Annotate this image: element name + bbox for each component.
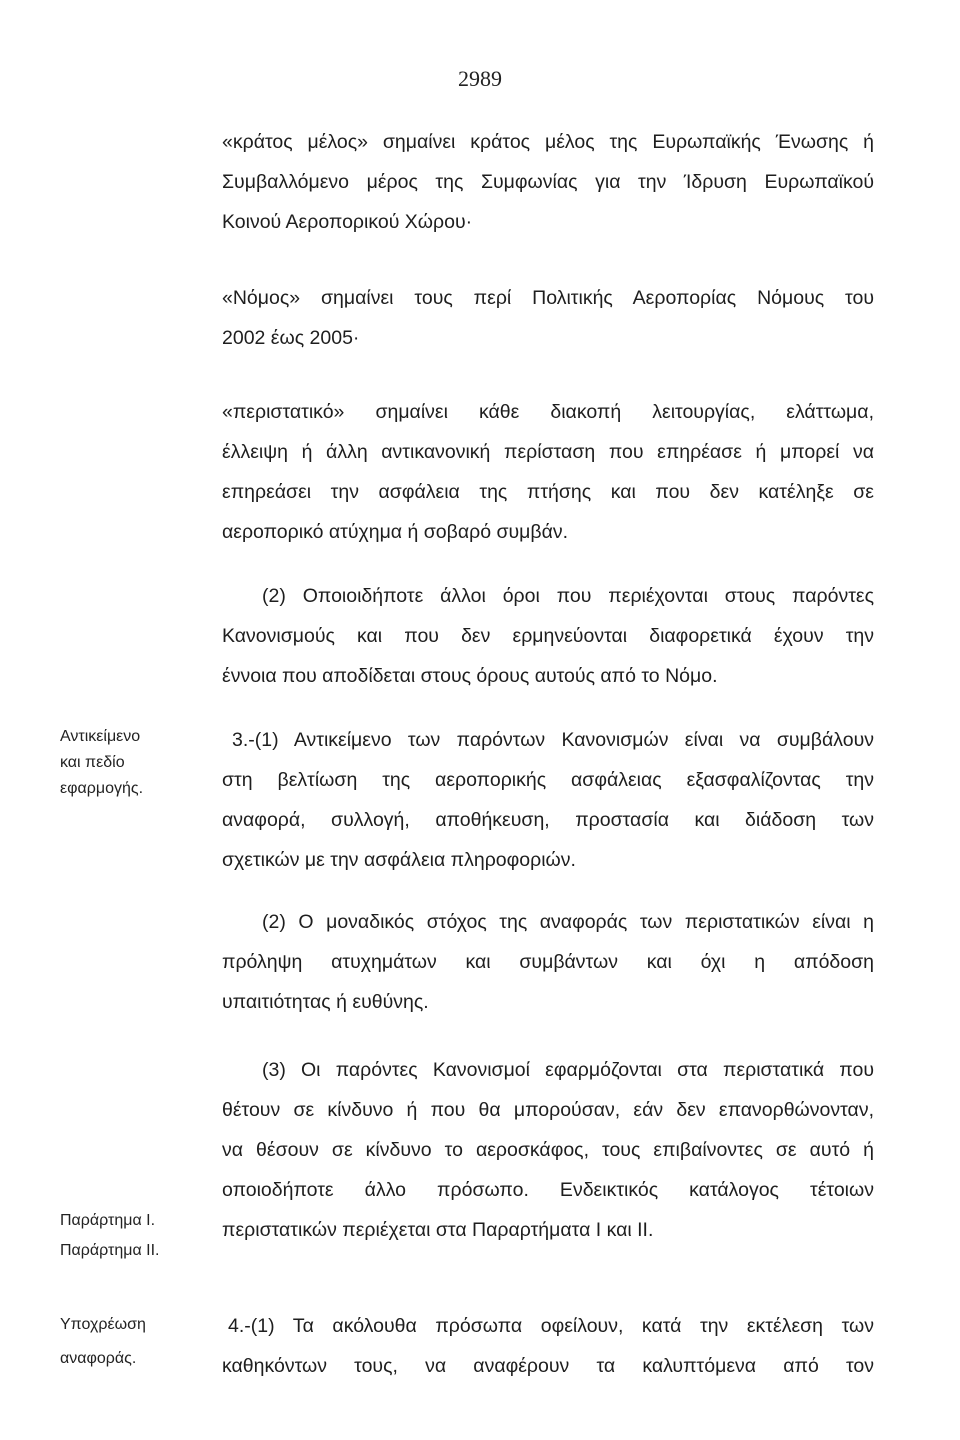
clause-3-1-objective (222, 720, 874, 880)
text-line: υπαιτιότητας ή ευθύνης. (222, 991, 429, 1013)
clause-3-3-application (222, 1050, 874, 1250)
text-line: 4.-(1) Τα ακόλουθα πρόσωπα οφείλουν, κατά την εκτέλεση των (228, 1315, 874, 1337)
text-line: «Νόμος» σημαίνει τους περί Πολιτικής Αεροπορίας Νόμους του (222, 287, 874, 309)
text-line: αεροπορικό ατύχημα ή σοβαρό συμβάν. (222, 521, 569, 543)
text-line: «περιστατικό» σημαίνει κάθε διακοπή λειτουργίας, ελάττωμα, (222, 401, 874, 423)
margin-note-line: Αντικείμενο (60, 728, 141, 745)
definition-law (222, 278, 874, 358)
text-line: στη βελτίωση της αεροπορικής ασφάλειας εξασφαλίζοντας την (222, 769, 874, 791)
text-line: έλλειψη ή άλλη αντικανονική περίσταση που επηρέασε ή μπορεί να (222, 441, 874, 463)
margin-note-line: Παράρτημα I. (60, 1212, 156, 1229)
text-line: Κοινού Αεροπορικού Χώρου· (222, 211, 473, 233)
text-line: Συμβαλλόμενο μέρος της Συμφωνίας για την Ίδρυση Ευρωπαϊκού (222, 171, 874, 193)
margin-note-reporting-obligation (60, 1308, 190, 1376)
margin-note-scope (60, 724, 190, 802)
definition-occurrence (222, 392, 874, 552)
text-line: 3.-(1) Αντικείμενο των παρόντων Κανονισμών είναι να συμβάλουν (232, 729, 874, 751)
text-line: να θέσουν σε κίνδυνο το αεροσκάφος, τους επιβαίνοντες σε αυτό ή (222, 1139, 874, 1161)
margin-note-line: Υποχρέωση (60, 1316, 146, 1333)
clause-3-2-sole-objective (222, 902, 874, 1022)
text-line: περιστατικών περιέχεται στα Παραρτήματα I και II. (222, 1219, 654, 1241)
clause-2-1-other-terms (222, 576, 874, 696)
margin-note-line: και πεδίο (60, 754, 125, 771)
text-line: επηρεάσει την ασφάλεια της πτήσης και που δεν κατέληξε σε (222, 481, 874, 503)
margin-note-line: Παράρτημα II. (60, 1242, 160, 1259)
text-line: οποιοδήποτε άλλο πρόσωπο. Ενδεικτικός κατάλογος τέτοιων (222, 1179, 874, 1201)
text-line: αναφορά, συλλογή, αποθήκευση, προστασία και διάδοση των (222, 809, 874, 831)
text-line: Κανονισμούς και που δεν ερμηνεύονται διαφορετικά έχουν την (222, 625, 874, 647)
definition-member-state (222, 122, 874, 242)
text-line: (2) Ο μοναδικός στόχος της αναφοράς των περιστατικών είναι η (262, 911, 874, 933)
margin-note-line: εφαρμογής. (60, 780, 144, 797)
text-line: πρόληψη ατυχημάτων και συμβάντων και όχι η απόδοση (222, 951, 874, 973)
text-line: (3) Οι παρόντες Κανονισμοί εφαρμόζονται στα περιστατικά που (262, 1059, 874, 1081)
text-line: 2002 έως 2005· (222, 327, 360, 349)
text-line: έννοια που αποδίδεται στους όρους αυτούς από το Νόμο. (222, 665, 718, 687)
margin-note-line: αναφοράς. (60, 1350, 137, 1367)
text-line: θέτουν σε κίνδυνο ή που θα μπορούσαν, εάν δεν επανορθώνονταν, (222, 1099, 874, 1121)
page-number: 2989 (458, 66, 502, 91)
text-line: σχετικών με την ασφάλεια πληροφοριών. (222, 849, 576, 871)
text-line: καθηκόντων τους, να αναφέρουν τα καλυπτόμενα από τον (222, 1355, 874, 1377)
text-line: «κράτος μέλος» σημαίνει κράτος μέλος της Ευρωπαϊκής Ένωσης ή (222, 131, 874, 153)
margin-note-annexes (60, 1206, 190, 1266)
clause-4-1-reporting (222, 1306, 874, 1386)
text-line: (2) Οποιοιδήποτε άλλοι όροι που περιέχονται στους παρόντες (262, 585, 874, 607)
